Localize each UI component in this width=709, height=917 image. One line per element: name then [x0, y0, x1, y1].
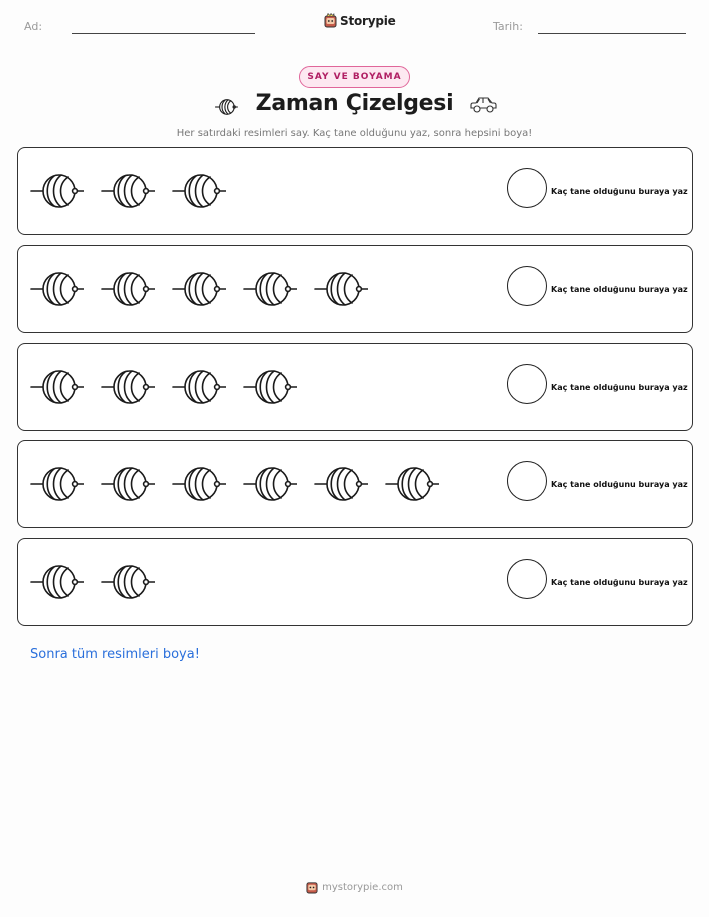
spinning-top-icon[interactable] [101, 267, 155, 311]
instructions: Her satırdaki resimleri say. Kaç tane olduğunu yaz, sonra hepsini boya! [176, 128, 533, 139]
answer-label: Kaç tane olduğunu buraya yaz [551, 382, 688, 392]
page-title: Zaman Çizelgesi [255, 91, 454, 116]
spinning-top-icon[interactable] [243, 365, 297, 409]
spinning-top-icon[interactable] [172, 267, 226, 311]
counting-row [17, 538, 693, 626]
answer-label: Kaç tane olduğunu buraya yaz [551, 284, 688, 294]
row-items [30, 441, 439, 527]
row-items [30, 344, 297, 430]
spinning-top-icon[interactable] [314, 462, 368, 506]
answer-circle[interactable] [507, 266, 547, 306]
coloring-prompt: Sonra tüm resimleri boya! [30, 647, 200, 662]
row-items [30, 246, 368, 332]
spinning-top-icon[interactable] [30, 365, 84, 409]
spinning-top-icon[interactable] [101, 560, 155, 604]
counting-row [17, 343, 693, 431]
answer-circle[interactable] [507, 461, 547, 501]
row-items [30, 148, 226, 234]
row-items [30, 539, 155, 625]
spinning-top-icon[interactable] [243, 462, 297, 506]
name-line[interactable] [72, 33, 255, 34]
spinning-top-icon[interactable] [101, 365, 155, 409]
date-line[interactable] [538, 33, 686, 34]
storypie-mascot-icon [324, 13, 337, 28]
spinning-top-icon[interactable] [101, 169, 155, 213]
answer-circle[interactable] [507, 168, 547, 208]
name-label: Ad: [24, 20, 43, 33]
date-label: Tarih: [493, 20, 523, 33]
answer-label: Kaç tane olduğunu buraya yaz [551, 479, 688, 489]
spinning-top-icon[interactable] [172, 365, 226, 409]
footer [0, 880, 709, 894]
counting-row [17, 147, 693, 235]
spinning-top-icon[interactable] [243, 267, 297, 311]
counting-row [17, 245, 693, 333]
brand-logo [324, 13, 396, 28]
answer-circle[interactable] [507, 364, 547, 404]
activity-badge: SAY VE BOYAMA [299, 66, 410, 88]
counting-row [17, 440, 693, 528]
brand-name: Storypie [340, 13, 396, 28]
spinning-top-icon[interactable] [172, 462, 226, 506]
spinning-top-icon[interactable] [101, 462, 155, 506]
car-icon [468, 95, 498, 115]
footer-site: mystorypie.com [322, 881, 403, 893]
spinning-top-icon[interactable] [30, 462, 84, 506]
spinning-top-icon[interactable] [385, 462, 439, 506]
answer-label: Kaç tane olduğunu buraya yaz [551, 186, 688, 196]
answer-circle[interactable] [507, 559, 547, 599]
answer-label: Kaç tane olduğunu buraya yaz [551, 577, 688, 587]
spinning-top-icon[interactable] [314, 267, 368, 311]
spinning-top-icon[interactable] [30, 267, 84, 311]
spinning-top-icon[interactable] [30, 169, 84, 213]
spinning-top-icon[interactable] [30, 560, 84, 604]
spinning-top-icon[interactable] [172, 169, 226, 213]
storypie-mascot-icon [306, 880, 318, 894]
